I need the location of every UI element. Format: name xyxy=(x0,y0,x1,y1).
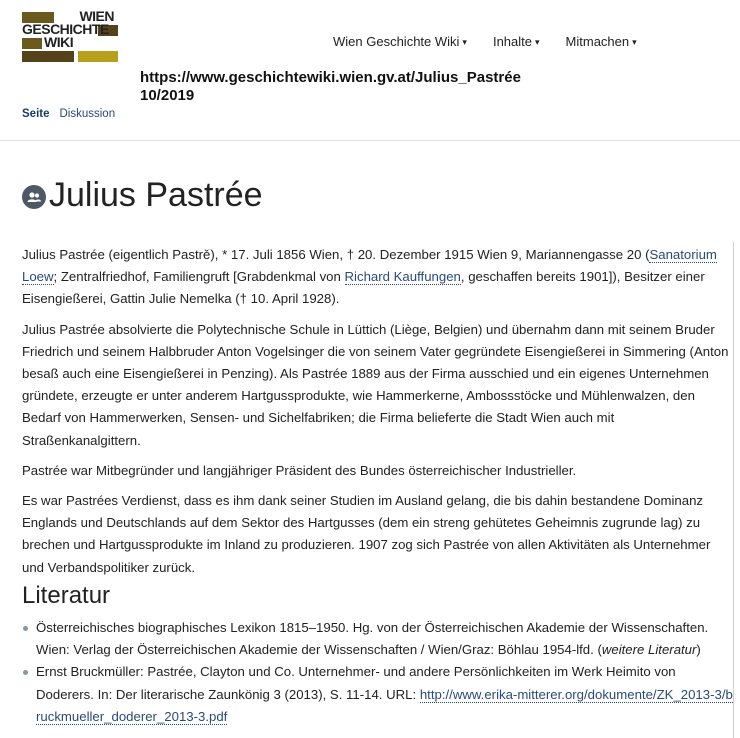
tab-seite[interactable]: Seite xyxy=(22,108,50,120)
person-group-icon xyxy=(22,185,46,209)
section-heading-literatur: Literatur xyxy=(22,582,111,609)
paragraph-association: Pastrée war Mitbegründer und langjähriger Präsident des Bundes österreichischer Industrieller. xyxy=(22,462,577,478)
logo-line-1: WIEN xyxy=(79,8,114,24)
caret-down-icon: ▾ xyxy=(535,37,540,47)
link-sanatorium-loew[interactable]: Sanatorium Loew xyxy=(22,247,717,285)
url-annotation xyxy=(140,69,580,105)
emphasis: weitere Literatur xyxy=(601,642,697,658)
text: Ernst Bruckmüller: Pastrée, Clayton und Co. Unternehmer- und andere Persönlichkeiten im Werk Heimito von Doderers. In: Der literarische Zaunkönig 3 (2013), S. 11-14. URL: xyxy=(36,664,676,702)
link-erika-mitterer-pdf[interactable]: http://www.erika-mitterer.org/dokumente/ZK_2013-3/bruckmueller_doderer_2013-3.pdf xyxy=(36,686,733,724)
text: Julius Pastrée (eigentlich Pastrě), * 17. Juli 1856 Wien, † 20. Dezember 1915 Wien 9, Mariannengasse 20 ( xyxy=(22,247,650,262)
text: ) xyxy=(696,642,701,658)
paragraph-intro xyxy=(22,244,734,311)
logo-text xyxy=(22,10,118,62)
url-annotation-line-1: https://www.geschichtewiki.wien.gv.at/Julius_Pastrée xyxy=(140,69,521,86)
logo-line-2: GESCHICHTE xyxy=(22,21,109,37)
list-item xyxy=(22,661,734,728)
caret-down-icon: ▾ xyxy=(632,37,637,47)
tab-diskussion[interactable]: Diskussion xyxy=(59,108,116,120)
nav-label: Inhalte xyxy=(492,34,532,49)
literature-list xyxy=(22,617,734,728)
link-richard-kauffungen[interactable]: Richard Kauffungen xyxy=(344,269,461,285)
text: ; Zentralfriedhof, Familiengruft [Grabdenkmal von xyxy=(53,269,345,285)
wien-geschichte-wiki-logo[interactable] xyxy=(22,10,118,62)
bullet-icon xyxy=(23,626,28,631)
article-body xyxy=(22,244,734,587)
paragraph-career: Julius Pastrée absolvierte die Polytechnische Schule in Lüttich (Liège, Belgien) und übernahm dann mit seinem Bruder Friedrich und seinem Halbbruder Anton Vogelsinger die von seinem Vater gegründete Eisengießerei in Simmering (Anton besaß auch eine Eisengießerei in Penzing). Als Pastrée 1889 aus der Firma ausschied und ein eigenes Unternehmen gründete, erzeugte er unter anderem Hartgussprodukte, wie Hammerkerne, Ambossstöcke und Mühlenwalzen, den Bedarf von Hammerwerken, Sensen- und Sichelfabriken; die Firma belieferte die Stadt Wien auch mit Straßenkanalgittern. xyxy=(22,321,729,448)
logo-line-3: WIKI xyxy=(44,34,74,50)
page-tabs xyxy=(22,108,115,120)
top-navigation xyxy=(333,34,637,49)
paragraph-achievement: Es war Pastrées Verdienst, dass es ihm dank seiner Studien im Ausland gelang, die bis dahin bestandene Dominanz Englands und Deutschlands auf dem Sektor des Hartgusses (dem ein streng gehütetes Geheimnis zugrunde lag) zu brechen und Hartgussprodukte im Inland zu produzieren. 1907 zog sich Pastrée von allen Aktivitäten als Unternehmer und Verbandspolitiker zurück. xyxy=(22,493,711,575)
nav-label: Mitmachen xyxy=(565,34,630,49)
caret-down-icon: ▾ xyxy=(462,37,467,47)
nav-wien-geschichte-wiki[interactable] xyxy=(333,34,467,49)
nav-label: Wien Geschichte Wiki xyxy=(333,34,460,49)
list-item xyxy=(22,617,734,661)
header-divider xyxy=(0,140,740,141)
text: , geschaffen bereits 1901]), Besitzer einer Eisengießerei, Gattin Julie Nemelka († 10. April 1928). xyxy=(22,269,705,307)
url-annotation-line-2: 10/2019 xyxy=(140,87,195,104)
text: Österreichisches biographisches Lexikon 1815–1950. Hg. von der Österreichischen Akademie der Wissenschaften. Wien: Verlag der Österreichischen Akademie der Wissenschaften / Wien/Graz: Böhlau 1954-lfd. ( xyxy=(36,620,709,658)
nav-mitmachen[interactable] xyxy=(566,34,637,49)
bullet-icon xyxy=(23,670,28,675)
nav-inhalte[interactable] xyxy=(493,34,540,49)
page-title: Julius Pastrée xyxy=(49,176,263,214)
